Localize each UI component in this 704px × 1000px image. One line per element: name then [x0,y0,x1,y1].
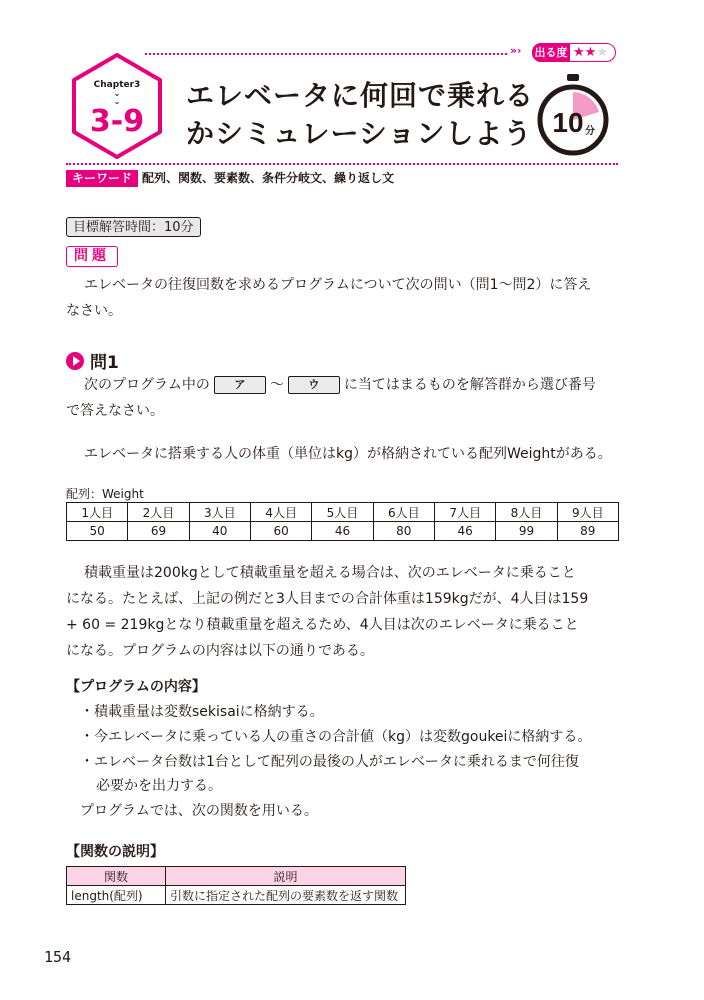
program-closing: プログラムでは、次の関数を用いる。 [80,803,318,819]
tilde: 〜 [269,377,284,393]
double-chevron-icon: ›› › [510,44,520,57]
timer-unit: 分 [585,126,595,137]
instruction-text: 次のプログラム中の [84,377,210,393]
explanation-line1: 積載重量は200kgとして積載重量を超える場合は、次のエレベータに乗ること [84,565,576,581]
frequency-label: 出る度 [532,43,570,62]
table-header-cell: 8人目 [496,503,557,522]
intro-line2: なさい。 [66,303,122,319]
table-value-cell: 60 [250,522,311,541]
problem-label: 問題 [66,246,118,267]
weight-sentence-text: エレベータに搭乗する人の体重（単位はkg）が格納されている配列Weightがある。 [84,446,612,462]
table-header-cell: 3人目 [189,503,250,522]
table-value-cell: 46 [434,522,495,541]
program-bullet-2: ・今エレベータに乗っている人の重さの合計値（kg）は変数goukeiに格納する。 [80,729,592,745]
question1-instruction [66,372,622,424]
table-header-cell: 7人目 [434,503,495,522]
page-title-line1: エレベータに何回で乗れる [186,79,535,112]
table-value-cell: 89 [557,522,618,541]
table-value-row [67,522,619,541]
instruction-text-cont: に当てはまるものを解答群から選び番号 [343,377,596,393]
answer-blank-u: ウ [288,376,340,394]
stopwatch-icon [537,72,609,158]
function-name: length(配列) [67,886,166,905]
intro-line1: エレベータの往復回数を求めるプログラムについて次の問い（問1〜問2）に答え [84,277,592,293]
table-header-cell: 2人目 [128,503,189,522]
explanation-line3: + 60 = 219kgとなり積載重量を超えるため、4人目は次のエレベータに乗ること [66,617,579,633]
table-value-cell: 50 [67,522,128,541]
explanation-line4: になる。プログラムの内容は以下の通りである。 [66,643,374,659]
table-row [67,886,406,905]
table-value-cell: 99 [496,522,557,541]
weight-table [66,502,619,541]
header-top-rule [145,53,507,55]
load-explanation [66,560,622,664]
question1-title: 問1 [90,353,119,373]
frequency-stars [573,43,608,62]
star-icon: ★★ [573,45,597,60]
problem-intro [66,272,622,324]
col-description: 説明 [166,867,406,886]
program-bullet-1: ・積載重量は変数sekisaiに格納する。 [80,704,324,720]
table-value-cell: 80 [373,522,434,541]
play-icon [66,352,84,370]
function-heading: 【関数の説明】 [66,844,164,860]
function-desc: 引数に指定された配列の要素数を返す関数 [166,886,406,905]
table-header-cell: 1人目 [67,503,128,522]
chevron-down-icon: ⌄ ⌄ [113,89,121,106]
table-header-cell: 6人目 [373,503,434,522]
page-title-line2: かシミュレーションしよう [186,117,533,150]
target-time-badge: 目標解答時間：10分 [66,217,201,237]
weight-sentence [66,441,622,467]
chapter-number: 3-9 [89,104,145,139]
answer-blank-a: ア [214,376,266,394]
explanation-line2: になる。たとえば、上記の例だと3人目までの合計体重は159kgだが、4人目は159 [66,591,589,607]
program-bullet-3-cont: 必要かを出力する。 [96,778,222,794]
table-value-cell: 46 [312,522,373,541]
timer-minutes: 10 [552,107,584,138]
table-header-cell: 4人目 [250,503,311,522]
table-value-cell: 40 [189,522,250,541]
keyword-list: 配列、関数、要素数、条件分岐文、繰り返し文 [142,171,395,185]
table-header-cell: 5人目 [312,503,373,522]
instruction-line2: で答えなさい。 [66,403,164,419]
chapter-label: Chapter3 [93,80,141,90]
table-header-cell: 9人目 [557,503,618,522]
table-header-row [67,503,619,522]
col-function: 関数 [67,867,166,886]
page-number: 154 [44,948,72,966]
program-contents-heading: 【プログラムの内容】 [66,679,206,695]
function-table-header [67,867,406,886]
table-value-cell: 69 [128,522,189,541]
function-table [66,866,406,905]
program-bullet-3: ・エレベータ台数は1台として配列の最後の人がエレベータに乗れるまで何往復 [80,754,579,770]
star-empty-icon: ★ [596,45,608,60]
header-bottom-rule [66,163,618,165]
keyword-label: キーワード [66,170,138,187]
array-label: 配列：Weight [66,487,144,501]
